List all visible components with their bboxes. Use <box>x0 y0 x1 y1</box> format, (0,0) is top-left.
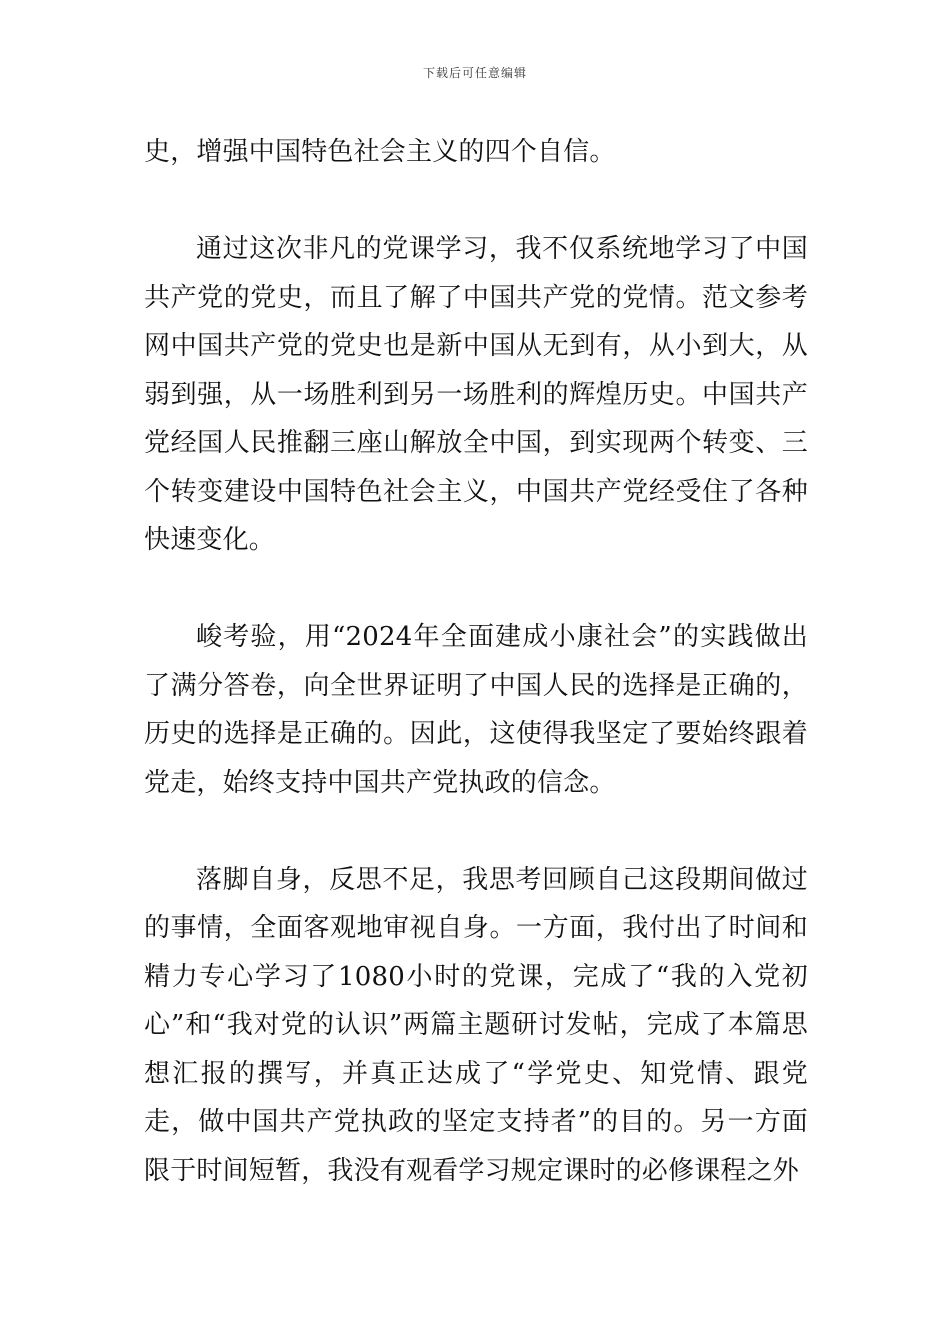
document-body <box>144 128 808 1195</box>
paragraph-gap <box>144 807 808 856</box>
paragraph-test-answer: 峻考验，用“2024年全面建成小康社会”的实践做出了满分答卷，向全世界证明了中国人民的选择是正确的，历史的选择是正确的。因此，这使得我坚定了要始终跟着党走，始终支持中国共产党执政的信念。 <box>144 622 808 798</box>
paragraph-gap <box>144 177 808 226</box>
paragraph-self-reflection: 落脚自身，反思不足，我思考回顾自己这段期间做过的事情，全面客观地审视自身。一方面，我付出了时间和精力专心学习了1080小时的党课，完成了“我的入党初心”和“我对党的认识”两篇主题研讨发帖，完成了本篇思想汇报的撰写，并真正达成了“学党史、知党情、跟党走，做中国共产党执政的坚定支持者”的目的。另一方面限于时间短暂，我没有观看学习规定课时的必修课程之外 <box>144 864 808 1186</box>
paragraph-continuation: 史，增强中国特色社会主义的四个自信。 <box>144 137 616 167</box>
paragraph-gap <box>144 565 808 614</box>
paragraph-party-history: 通过这次非凡的党课学习，我不仅系统地学习了中国共产党的党史，而且了解了中国共产党的党情。范文参考网中国共产党的党史也是新中国从无到有，从小到大，从弱到强，从一场胜利到另一场胜利的辉煌历史。中国共产党经国人民推翻三座山解放全中国，到实现两个转变、三个转变建设中国特色社会主义，中国共产党经受住了各种快速变化。 <box>144 234 808 555</box>
header-note: 下载后可任意编辑 <box>422 66 527 80</box>
